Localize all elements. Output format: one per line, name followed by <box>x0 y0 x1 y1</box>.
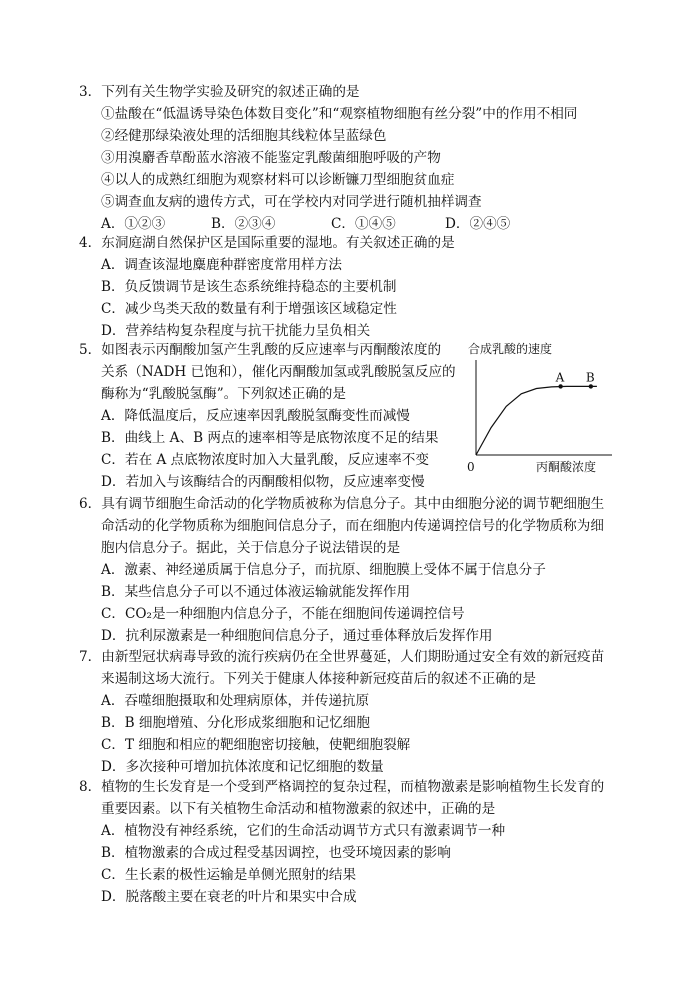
question-3-item-2: ②经健那绿染液处理的活细胞其线粒体呈蓝绿色 <box>101 128 387 144</box>
question-5-stem-line-3: 酶称为“乳酸脱氢酶”。下列叙述正确的是 <box>101 386 346 402</box>
question-4-option-a: A．调查该湿地麋鹿种群密度常用样方法 <box>101 257 342 273</box>
question-3-option-a: A．①②③ <box>101 216 166 232</box>
chart-series-line <box>476 386 597 455</box>
question-7 <box>79 646 639 778</box>
question-4-option-d: D．营养结构复杂程度与抗干扰能力呈负相关 <box>101 323 371 339</box>
question-6-stem-line-3: 胞内信息分子。据此，关于信息分子说法错误的是 <box>101 540 401 556</box>
question-6-option-a: A．激素、神经递质属于信息分子，而抗原、细胞膜上受体不属于信息分子 <box>101 562 546 578</box>
question-8-stem-line-2: 重要因素。以下有关植物生命活动和植物激素的叙述中，正确的是 <box>101 801 496 817</box>
question-4-option-c: C．减少鸟类天敌的数量有利于增强该区域稳定性 <box>101 301 397 317</box>
question-7-option-b: B．B 细胞增殖、分化形成浆细胞和记忆细胞 <box>101 715 370 731</box>
question-3 <box>79 81 639 235</box>
question-5-stem-line-2: 关系（NADH 已饱和），催化丙酮酸加氢或乳酸脱氢反应的 <box>101 364 456 380</box>
question-6-stem-line-2: 命活动的化学物质称为细胞间信息分子，而在细胞内传递调控信号的化学物质称为细 <box>101 518 604 534</box>
question-6-stem-line-1: 6．具有调节细胞生命活动的化学物质被称为信息分子。其中由细胞分泌的调节靶细胞生 <box>79 496 605 512</box>
question-8 <box>79 776 639 908</box>
question-3-stem: 3．下列有关生物学实验及研究的叙述正确的是 <box>79 84 360 100</box>
question-3-option-d: D．②④⑤ <box>445 216 511 232</box>
question-3-item-5: ⑤调查血友病的遗传方式，可在学校内对同学进行随机抽样调查 <box>101 194 482 210</box>
question-3-option-c: C．①④⑤ <box>331 216 396 232</box>
question-7-option-c: C．T 细胞和相应的靶细胞密切接触，使靶细胞裂解 <box>101 737 411 753</box>
question-8-stem-line-1: 8．植物的生长发育是一个受到严格调控的复杂过程，而植物激素是影响植物生长发育的 <box>79 779 605 795</box>
question-5-stem-line-1: 5．如图表示丙酮酸加氢产生乳酸的反应速率与丙酮酸浓度的 <box>79 342 442 358</box>
question-6-option-b: B．某些信息分子可以不通过体液运输就能发挥作用 <box>101 584 411 600</box>
question-4-stem: 4．东洞庭湖自然保护区是国际重要的湿地。有关叙述正确的是 <box>79 235 455 251</box>
question-7-option-d: D．多次接种可增加抗体浓度和记忆细胞的数量 <box>101 759 384 775</box>
question-5-option-a: A．降低温度后，反应速率因乳酸脱氢酶变性而减慢 <box>101 408 410 424</box>
question-5-option-b: B．曲线上 A、B 两点的速率相等是底物浓度不足的结果 <box>101 430 439 446</box>
question-8-option-c: C．生长素的极性运输是单侧光照射的结果 <box>101 867 357 883</box>
chart-y-axis-label: 合成乳酸的速度 <box>468 342 553 356</box>
chart-x-axis-label: 丙酮酸浓度 <box>536 460 597 474</box>
question-3-option-b: B．②③④ <box>211 216 276 232</box>
question-6 <box>79 493 639 647</box>
question-4 <box>79 232 639 342</box>
chart-point-label-b: B <box>585 370 595 385</box>
question-7-stem-line-2: 来遏制这场大流行。下列关于健康人体接种新冠疫苗后的叙述不正确的是 <box>101 671 536 687</box>
chart-point-b <box>589 384 593 388</box>
question-3-item-1: ①盐酸在“低温诱导染色体数目变化”和“观察植物细胞有丝分裂”中的作用不相同 <box>101 106 578 122</box>
chart-origin-label: 0 <box>467 460 475 474</box>
question-7-option-a: A．吞噬细胞摄取和处理病原体，并传递抗原 <box>101 693 370 709</box>
question-3-item-4: ④以人的成熟红细胞为观察材料可以诊断镰刀型细胞贫血症 <box>101 172 455 188</box>
reaction-rate-chart <box>462 338 622 480</box>
chart-point-label-a: A <box>555 370 565 385</box>
question-5 <box>79 339 459 493</box>
question-8-option-d: D．脱落酸主要在衰老的叶片和果实中合成 <box>101 889 357 905</box>
question-8-option-a: A．植物没有神经系统，它们的生命活动调节方式只有激素调节一种 <box>101 823 506 839</box>
question-6-option-d: D．抗利尿激素是一种细胞间信息分子，通过垂体释放后发挥作用 <box>101 628 493 644</box>
question-4-option-b: B．负反馈调节是该生态系统维持稳态的主要机制 <box>101 279 397 295</box>
question-6-option-c: C．CO₂是一种细胞内信息分子，不能在细胞间传递调控信号 <box>101 606 465 622</box>
question-5-option-c: C．若在 A 点底物浓度时加入大量乳酸，反应速率不变 <box>101 452 429 468</box>
chart-point-a <box>558 384 562 388</box>
question-3-item-3: ③用溴麝香草酚蓝水溶液不能鉴定乳酸菌细胞呼吸的产物 <box>101 150 441 166</box>
question-8-option-b: B．植物激素的合成过程受基因调控，也受环境因素的影响 <box>101 845 451 861</box>
question-5-option-d: D．若加入与该酶结合的丙酮酸相似物，反应速率变慢 <box>101 474 425 490</box>
question-7-stem-line-1: 7．由新型冠状病毒导致的流行疾病仍在全世界蔓延，人们期盼通过安全有效的新冠疫苗 <box>79 649 605 665</box>
